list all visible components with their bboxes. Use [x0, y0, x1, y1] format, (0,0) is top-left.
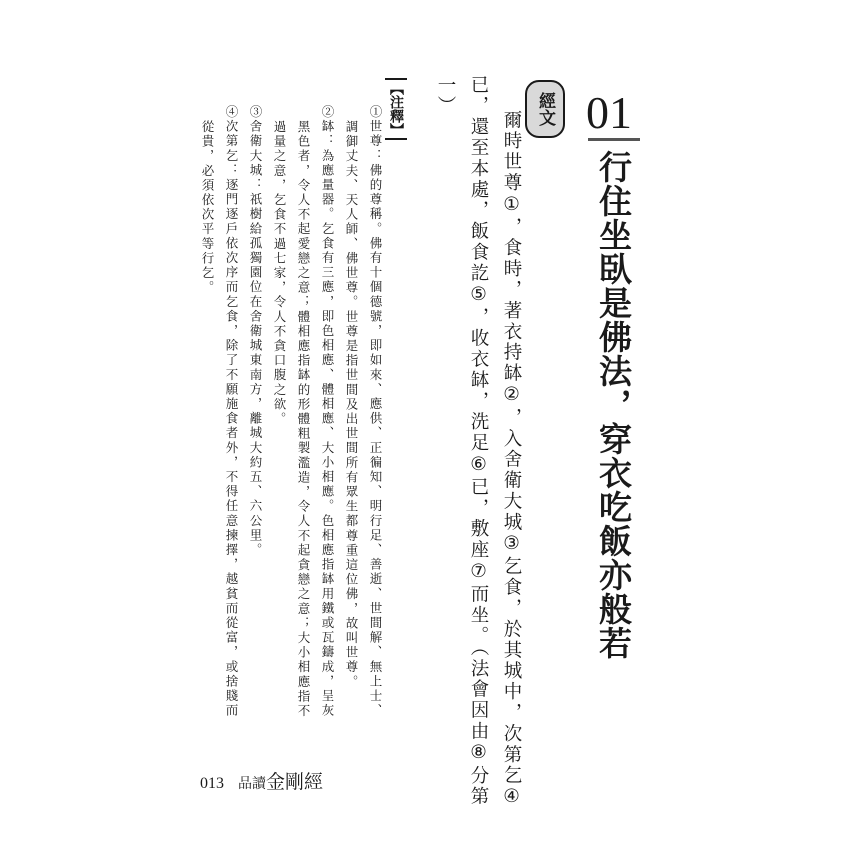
page-footer: [200, 772, 323, 794]
note-line: 從貴，必須依次平等行乞。: [200, 120, 215, 296]
sutra-text: 爾時世尊: [501, 110, 522, 194]
note-line: ②缽：為應量器。乞食有三應，即色相應、體相應、大小相應。色相應指缽用鐵或瓦鑄成，呈灰: [320, 105, 335, 719]
sutra-text: 一）: [435, 75, 456, 117]
sutra-text: ，食時，著衣持缽: [501, 217, 522, 385]
sutra-text: 乞食，於其城中，次第乞: [501, 556, 522, 787]
footnote-marker: ⑧: [468, 742, 489, 766]
chapter-number: 01: [586, 87, 632, 138]
sutra-text: ，收衣缽，洗足: [468, 307, 489, 454]
footnote-marker: ⑤: [468, 284, 489, 308]
footnote-marker: ④: [501, 786, 522, 810]
note-line: ③舍衛大城：祇樹給孤獨園位在舍衛城東南方，離城大約五、六公里。: [248, 105, 263, 558]
book-series: 品讀: [238, 776, 266, 792]
footnote-marker: ③: [501, 533, 522, 557]
sutra-label: 經文: [535, 92, 555, 126]
sutra-line: [463, 75, 493, 807]
footnote-marker: ②: [501, 384, 522, 408]
sutra-text: ，入舍衛大城: [501, 407, 522, 534]
chapter-divider: [588, 138, 640, 141]
sutra-text: 而坐。（法會因由: [468, 584, 489, 743]
notes-label: 【注釋】: [385, 78, 407, 140]
note-line: 黑色者，令人不起愛戀之意；體相應指缽的形體粗製濫造，令人不起貪戀之意；大小相應指不: [296, 120, 311, 719]
note-line: ①世尊：佛的尊稱。佛有十個德號，即如來、應供、正徧知、明行足、善逝、世間解、無上士、: [368, 105, 383, 719]
sutra-text: 分第: [468, 765, 489, 808]
book-name: 金剛經: [266, 771, 324, 793]
sutra-line: [430, 75, 460, 117]
footnote-marker: ①: [501, 193, 522, 218]
note-line: 調御丈夫、天人師、佛世尊。世尊是指世間及出世間所有眾生都尊重這位佛，故叫世尊。: [344, 120, 359, 690]
sutra-line: [496, 110, 526, 810]
footnote-marker: ⑦: [468, 560, 489, 585]
footnote-marker: ⑥: [468, 453, 489, 478]
sutra-text: 已，還至本處，飯食訖: [468, 75, 489, 284]
note-line: 過量之意，乞食不過七家，令人不貪口腹之欲。: [272, 120, 287, 427]
chapter-title: 行住坐臥是佛法，穿衣吃飯亦般若: [594, 150, 633, 660]
sutra-text: 已，敷座: [468, 477, 489, 561]
page-number: 013: [200, 775, 224, 792]
sutra-badge: [525, 80, 565, 138]
note-line: ④次第乞：逐門逐戶依次序而乞食，除了不願施食者外，不得任意揀擇，越貧而從富，或捨賤而: [224, 105, 239, 719]
